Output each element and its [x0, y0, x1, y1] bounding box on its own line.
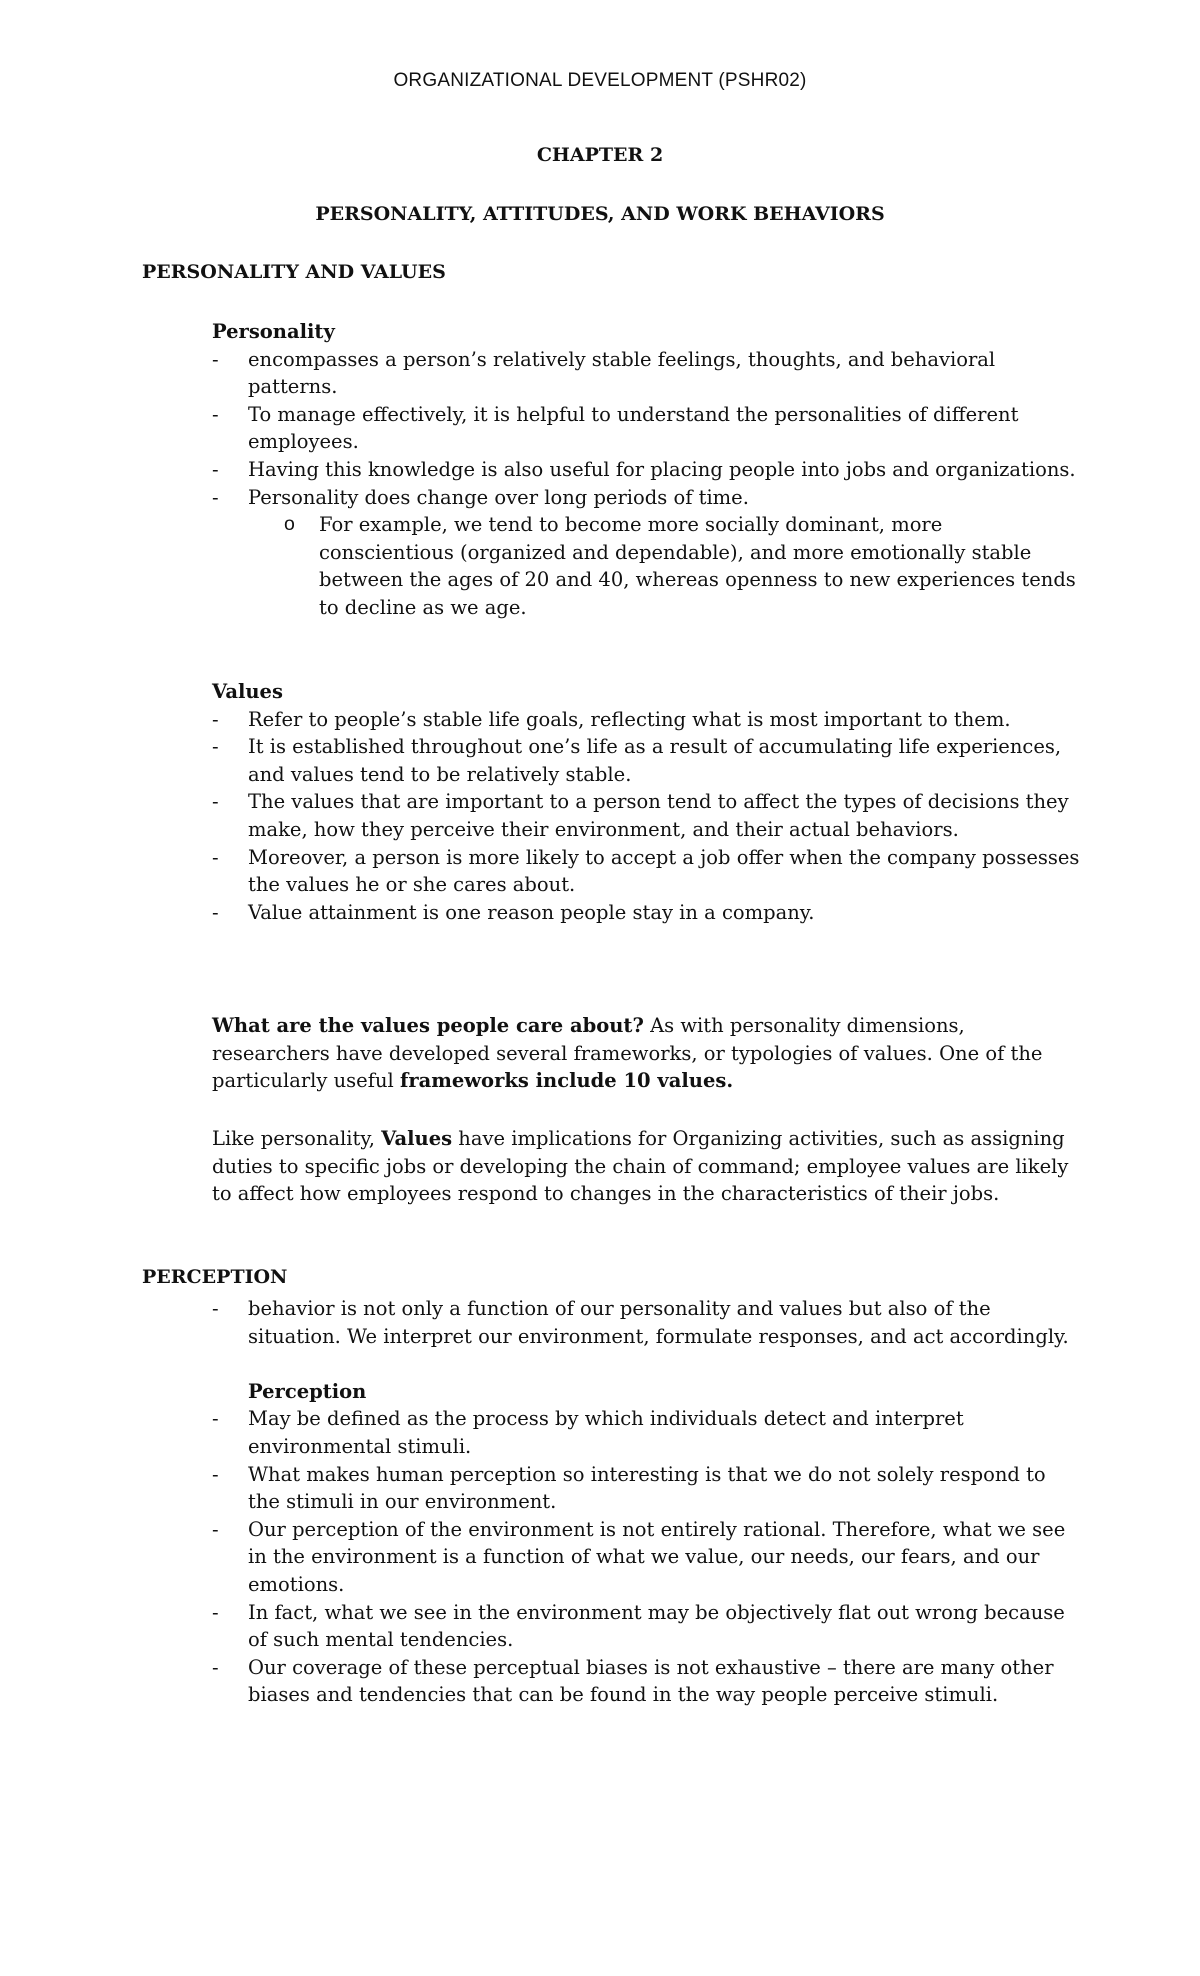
list-item: [212, 1654, 1082, 1709]
list-item: [212, 733, 1082, 788]
personality-heading: Personality: [212, 320, 335, 343]
dash-bullet: -: [212, 485, 219, 509]
list-item: [212, 401, 1082, 456]
list-item-text: Having this knowledge is also useful for placing people into jobs and organizations.: [248, 457, 1076, 481]
list-item-text: Our coverage of these perceptual biases is not exhaustive – there are many other biases and tendencies that can be found in the way people perceive stimuli.: [248, 1655, 1054, 1707]
list-item: [212, 346, 1082, 401]
list-item: [212, 706, 1082, 734]
list-item-text: To manage effectively, it is helpful to understand the personalities of different employees.: [248, 402, 1019, 454]
list-item: [212, 1516, 1082, 1599]
paragraph-text: Like personality,: [212, 1127, 382, 1150]
list-item-text: Our perception of the environment is not entirely rational. Therefore, what we see in the environment is a function of what we value, our needs, our fears, and our emotions.: [248, 1517, 1066, 1596]
bold-phrase: frameworks include 10 values.: [399, 1069, 734, 1093]
list-item: [212, 1405, 1082, 1460]
dash-bullet: -: [212, 1297, 219, 1320]
dash-bullet: -: [212, 402, 219, 426]
bold-question: What are the values people care about?: [212, 1014, 644, 1037]
list-item-text: May be defined as the process by which individuals detect and interpret environmental stimuli.: [248, 1407, 964, 1458]
list-item: [212, 1599, 1082, 1654]
sub-list-item-text: For example, we tend to become more socially dominant, more conscientious (organized and dependable), and more emotionally stable between the ages of 20 and 40, whereas openness to new experiences tends to decline as we age.: [319, 513, 1076, 619]
dash-bullet: -: [212, 457, 219, 481]
dash-bullet: -: [212, 1655, 219, 1679]
values-block: [212, 678, 1082, 926]
values-frameworks-paragraph: [212, 1012, 1082, 1095]
dash-bullet: -: [212, 790, 219, 814]
list-item: [212, 788, 1082, 843]
circle-bullet: o: [284, 513, 295, 536]
section-title-personality-values: PERSONALITY AND VALUES: [142, 261, 446, 283]
list-item: [212, 1295, 1082, 1350]
chapter-title: PERSONALITY, ATTITUDES, AND WORK BEHAVIORS: [315, 203, 885, 225]
dash-bullet: -: [212, 1407, 219, 1431]
sub-list-item: [212, 511, 1082, 621]
document-header: ORGANIZATIONAL DEVELOPMENT (PSHR02): [393, 70, 807, 91]
list-item-text: Personality does change over long periods of time.: [248, 485, 749, 509]
list-item-text: encompasses a person’s relatively stable feelings, thoughts, and behavioral patterns.: [248, 347, 996, 399]
list-item: [212, 1461, 1082, 1516]
section-title-perception: PERCEPTION: [142, 1266, 288, 1288]
list-item-text: Refer to people’s stable life goals, reflecting what is most important to them.: [248, 707, 1011, 731]
list-item-text: behavior is not only a function of our personality and values but also of the situation. We interpret our environment, formulate responses, and act accordingly.: [248, 1297, 1069, 1348]
list-item: [212, 899, 1082, 927]
paragraph-text: As with personality dimensions, researchers have developed several frameworks, or typologies of values. One of the particularly useful: [212, 1014, 1043, 1093]
dash-bullet: -: [212, 1600, 219, 1624]
dash-bullet: -: [212, 707, 219, 731]
list-item: [212, 484, 1082, 512]
list-item: [212, 456, 1082, 484]
dash-bullet: -: [212, 1517, 219, 1541]
dash-bullet: -: [212, 735, 219, 759]
list-item-text: In fact, what we see in the environment may be objectively flat out wrong because of such mental tendencies.: [248, 1600, 1065, 1652]
personality-block: [212, 318, 1082, 622]
list-item-text: Moreover, a person is more likely to accept a job offer when the company possesses the values he or she cares about.: [248, 845, 1080, 897]
values-implications-paragraph: [212, 1125, 1082, 1208]
list-item-text: It is established throughout one’s life as a result of accumulating life experiences, and values tend to be relatively stable.: [248, 735, 1062, 786]
dash-bullet: -: [212, 845, 219, 869]
list-item-text: The values that are important to a person tend to affect the types of decisions they make, how they perceive their environment, and their actual behaviors.: [248, 790, 1069, 841]
dash-bullet: -: [212, 1462, 219, 1486]
perception-block: [212, 1295, 1082, 1709]
chapter-number: CHAPTER 2: [536, 144, 664, 166]
dash-bullet: -: [212, 900, 219, 924]
list-item-text: What makes human perception so interesting is that we do not solely respond to the stimuli in our environment.: [248, 1462, 1046, 1514]
dash-bullet: -: [212, 347, 219, 371]
paragraph-text: have implications for Organizing activities, such as assigning duties to specific jobs or developing the chain of command; employee values are likely to affect how employees respond to changes in the characteristics of their jobs.: [212, 1127, 1069, 1206]
bold-word: Values: [381, 1127, 453, 1150]
list-item: [212, 844, 1082, 899]
list-item-text: Value attainment is one reason people stay in a company.: [248, 900, 815, 924]
perception-heading: Perception: [248, 1379, 367, 1403]
values-heading: Values: [212, 680, 283, 703]
